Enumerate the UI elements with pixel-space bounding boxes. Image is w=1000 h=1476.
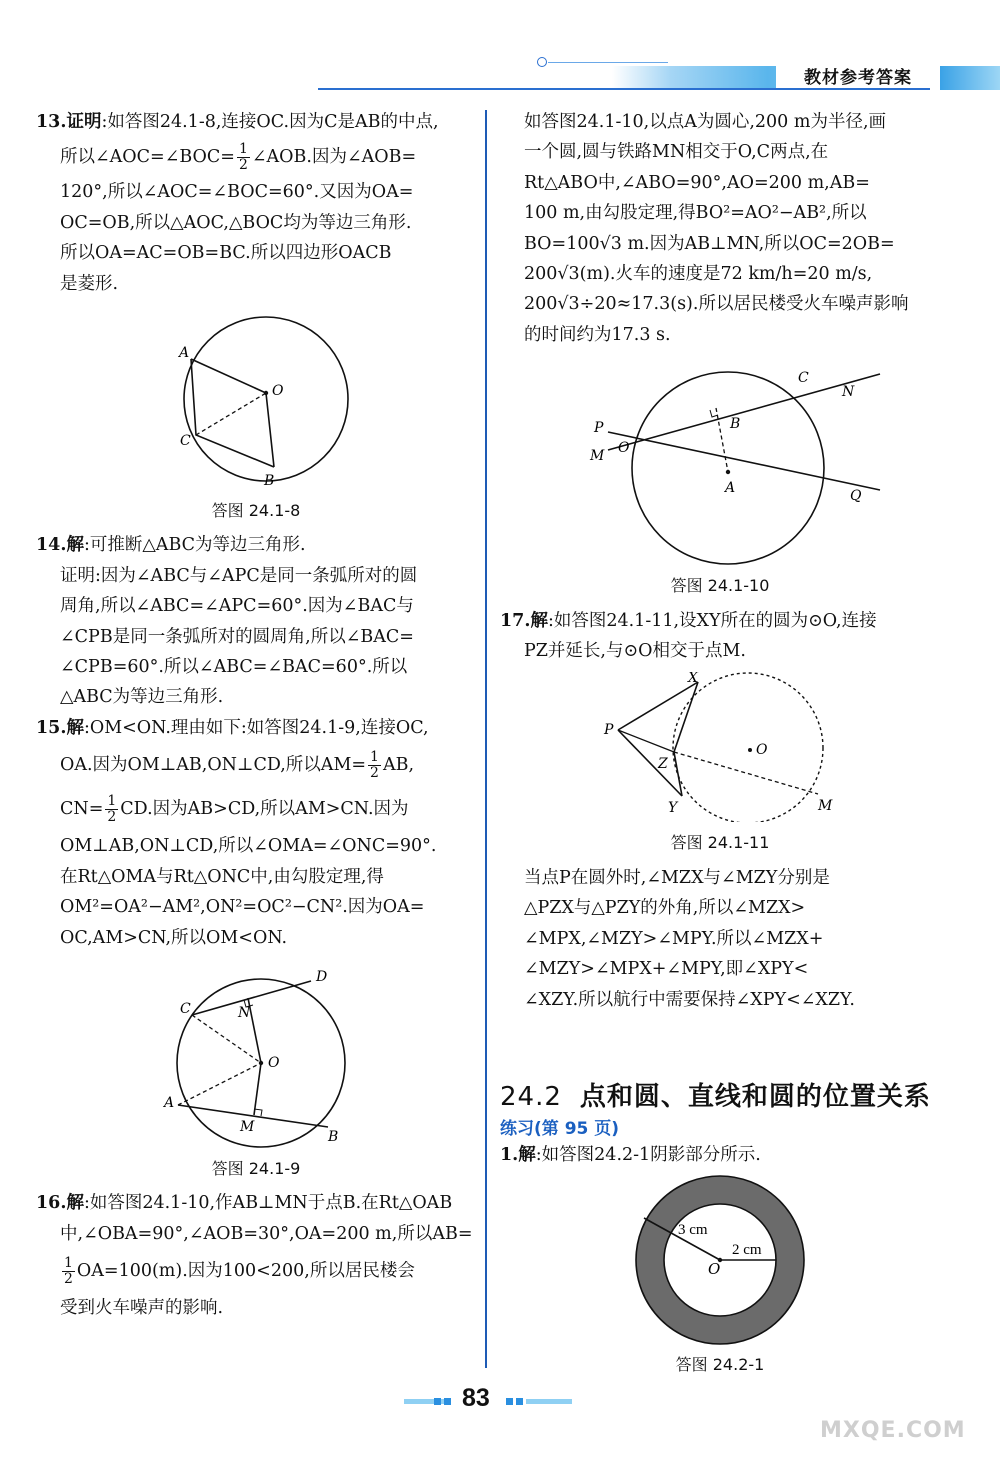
label-Z: Z	[658, 756, 668, 773]
q16-cont-line-5: BO=100√3 m.因为AB⊥MN,所以OC=2OB=	[524, 233, 895, 254]
figure-caption: 答图 24.1-9	[211, 1158, 301, 1178]
q16-label: 16.解	[36, 1193, 84, 1214]
q1-text: :如答图24.2-1阴影部分所示.	[535, 1145, 761, 1165]
label-O: O	[708, 1260, 721, 1278]
q13-text: :如答图24.1-8,连接OC.因为C是AB的中点,	[101, 112, 439, 132]
figure-24-1-8	[156, 315, 356, 490]
figure-24-1-11	[590, 672, 850, 822]
header-title: 教材参考答案	[776, 66, 940, 90]
q16-cont-line-7: 200√3÷20≈17.3(s).所以居民楼受火车噪声影响	[524, 294, 909, 315]
q15-text: AB,	[382, 755, 415, 776]
q14-line-3: 周角,所以∠ABC=∠APC=60°.因为∠BAC与	[60, 596, 414, 617]
figure-caption: 答图 24.1-10	[670, 576, 770, 596]
label-inner-radius: 2 cm	[732, 1242, 762, 1258]
q16-cont-line-3: Rt△ABO中,∠ABO=90°,AO=200 m,AB=	[524, 172, 870, 193]
q17-label: 17.解	[500, 610, 548, 631]
q15-line-3	[36, 787, 476, 831]
q16-line-2: 中,∠OBA=90°,∠AOB=30°,OA=200 m,所以AB=	[60, 1223, 473, 1244]
q15-text: :OM<ON.理由如下:如答图24.1-9,连接OC,	[83, 717, 429, 738]
header-rule	[318, 88, 930, 90]
q15-text: CN=	[60, 799, 104, 820]
label-B: B	[730, 416, 741, 433]
q17-cont-line-5: ∠XZY.所以航行中需要保持∠XPY<∠XZY.	[524, 989, 855, 1010]
q15-line-5: 在Rt△OMA与Rt△ONC中,由勾股定理,得	[60, 866, 384, 887]
frac-den: 2	[370, 765, 379, 782]
header-ornament-dot	[537, 57, 547, 67]
q13-line-3: 120°,所以∠AOC=∠BOC=60°.又因为OA=	[60, 182, 414, 203]
watermark: MXQE.COM	[820, 1418, 966, 1443]
page-number: 83	[462, 1384, 490, 1412]
q17-cont-line-4: ∠MZY>∠MPX+∠MPY,即∠XPY<	[524, 959, 809, 980]
label-O: O	[618, 440, 630, 457]
frac-den: 2	[64, 1271, 73, 1288]
label-M: M	[240, 1118, 255, 1135]
left-column	[36, 107, 476, 1324]
fraction	[237, 142, 250, 173]
label-M: M	[818, 798, 833, 815]
figure-caption: 答图 24.1-8	[211, 501, 301, 521]
q13-text: 所以∠AOC=∠BOC=	[60, 147, 235, 168]
label-P: P	[594, 420, 604, 437]
q17-cont-line-2: △PZX与△PZY的外角,所以∠MZX>	[524, 898, 806, 919]
q16-cont-line-2: 一个圆,圆与铁路MN相交于O,C两点,在	[524, 142, 829, 163]
q14-line-1	[36, 530, 476, 560]
q1-block	[500, 1140, 940, 1170]
label-B: B	[328, 1128, 339, 1145]
q15-line-4: OM⊥AB,ON⊥CD,所以∠OMA=∠ONC=90°.	[60, 836, 437, 857]
q15-line-7: OC,AM>CN,所以OM<ON.	[60, 927, 288, 948]
label-O: O	[268, 1054, 280, 1071]
header-ornament-line	[548, 62, 668, 63]
q13-text: ∠AOB.因为∠AOB=	[251, 147, 417, 168]
label-N: N	[238, 1004, 251, 1021]
label-P: P	[604, 722, 614, 739]
q16-line-1	[36, 1188, 476, 1218]
figure-caption: 答图 24.1-11	[670, 833, 770, 853]
q14-line-2: 证明:因为∠ABC与∠APC是同一条弧所对的圆	[60, 565, 418, 586]
q13-line-1	[36, 107, 476, 137]
q16-cont-line-6: 200√3(m).火车的速度是72 km/h=20 m/s,	[524, 264, 873, 285]
q13-line-5: 所以OA=AC=OB=BC.所以四边形OACB	[60, 243, 392, 264]
frac-num: 1	[107, 793, 117, 810]
frac-num: 1	[370, 749, 379, 766]
frac-den: 2	[107, 809, 117, 826]
frac-num: 1	[64, 1255, 73, 1272]
q13-line-6: 是菱形.	[60, 273, 119, 294]
label-Q: Q	[850, 488, 862, 505]
q16-cont-line-1: 如答图24.1-10,以点A为圆心,200 m为半径,画	[524, 112, 887, 132]
section-heading	[500, 1076, 931, 1113]
q13-line-2	[36, 137, 476, 177]
q15-line-1	[36, 713, 476, 743]
q15-text: OA.因为OM⊥AB,ON⊥CD,所以AM=	[60, 755, 367, 776]
q13-label: 13.证明	[36, 112, 102, 132]
q15-line-2	[36, 743, 476, 787]
frac-den: 2	[238, 157, 248, 174]
exercise-label: 练习(第 95 页)	[500, 1119, 620, 1139]
q13-line-4: OC=OB,所以△AOC,△BOC均为等边三角形.	[60, 212, 412, 233]
frac-num: 1	[238, 141, 248, 158]
q14-line-4: ∠CPB是同一条弧所对的圆周角,所以∠BAC=	[60, 626, 414, 647]
figure-24-1-10	[550, 360, 890, 565]
label-M: M	[590, 448, 605, 465]
right-column	[500, 107, 940, 1015]
header-band-tail	[940, 66, 1000, 90]
q17-cont-line-3: ∠MPX,∠MZY>∠MPY.所以∠MZX+	[524, 928, 824, 949]
label-A: A	[179, 345, 190, 362]
label-outer-radius: 3 cm	[678, 1222, 708, 1238]
q14-line-5: ∠CPB=60°.所以∠ABC=∠BAC=60°.所以	[60, 657, 408, 678]
q16-text: :如答图24.1-10,作AB⊥MN于点B.在Rt△OAB	[83, 1193, 453, 1214]
q15-line-6: OM²=OA²−AM²,ON²=OC²−CN².因为OA=	[60, 897, 425, 918]
q14-text: :可推断△ABC为等边三角形.	[83, 535, 306, 556]
q16-line-4: 受到火车噪声的影响.	[60, 1298, 224, 1319]
q16-cont-line-4: 100 m,由勾股定理,得BO²=AO²−AB²,所以	[524, 203, 867, 224]
q17-cont-line-1: 当点P在圆外时,∠MZX与∠MZY分别是	[524, 867, 830, 888]
label-O: O	[756, 742, 768, 759]
label-N: N	[842, 384, 855, 401]
figure-24-2-1	[630, 1170, 810, 1350]
q15-label: 15.解	[36, 717, 84, 738]
q17-text: :如答图24.1-11,设XY所在的圆为⊙O,连接	[547, 610, 877, 631]
footer-ornament	[400, 1386, 580, 1416]
label-C: C	[180, 433, 191, 450]
fraction	[368, 750, 381, 781]
label-C: C	[798, 370, 809, 387]
section-number: 24.2	[500, 1082, 562, 1112]
figure-24-1-9	[156, 963, 356, 1148]
q16-line-3	[36, 1249, 476, 1293]
fraction	[62, 1256, 75, 1287]
figure-caption: 答图 24.2-1	[675, 1355, 765, 1374]
q16-cont-line-8: 的时间约为17.3 s.	[524, 324, 671, 345]
column-divider	[485, 110, 487, 1368]
label-A: A	[725, 480, 736, 497]
label-Y: Y	[668, 800, 678, 817]
label-C: C	[180, 1000, 191, 1017]
section-title: 点和圆、直线和圆的位置关系	[579, 1082, 931, 1112]
fraction	[105, 794, 118, 825]
q14-label: 14.解	[36, 535, 84, 556]
label-B: B	[264, 473, 275, 490]
label-X: X	[688, 672, 698, 687]
q15-text: CD.因为AB>CD,所以AM>CN.因为	[120, 799, 409, 820]
q1-label: 1.解	[500, 1145, 536, 1165]
label-O: O	[272, 383, 284, 400]
q17-line-1	[500, 606, 940, 636]
label-D: D	[316, 968, 328, 985]
q16-text: OA=100(m).因为100<200,所以居民楼会	[76, 1261, 415, 1282]
q17-line-2: PZ并延长,与⊙O相交于点M.	[524, 641, 746, 662]
q14-line-6: △ABC为等边三角形.	[60, 687, 224, 708]
q1-line	[500, 1140, 940, 1170]
label-A: A	[164, 1094, 175, 1111]
